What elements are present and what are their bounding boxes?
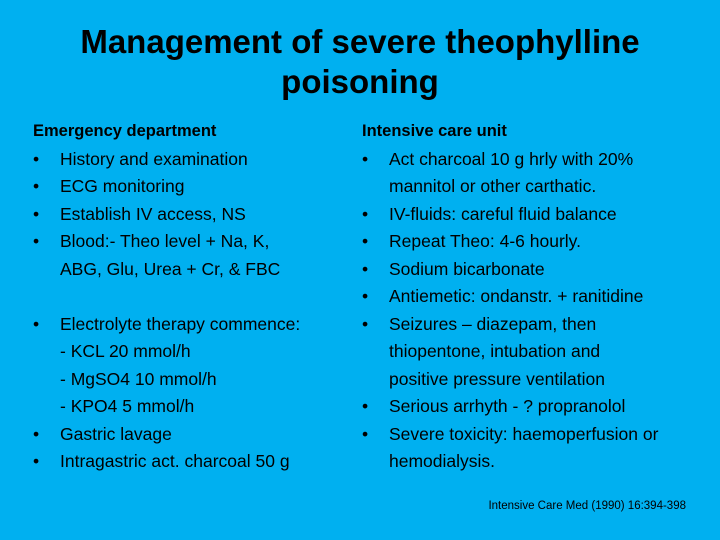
list-item-text: positive pressure ventilation <box>389 368 605 389</box>
electrolyte-sub-item: - KPO4 5 mmol/h <box>60 396 195 416</box>
bullet-icon: • <box>362 286 369 306</box>
list-item-charcoal <box>33 448 353 476</box>
list-item-iv-access <box>33 201 353 229</box>
list-item-blood <box>33 228 353 283</box>
bullet-icon: • <box>33 203 40 224</box>
bullet-icon: • <box>33 451 40 471</box>
list-item-sodium-bicarbonate <box>362 256 707 284</box>
intensive-care-unit-heading: Intensive care unit <box>362 122 507 140</box>
citation: Intensive Care Med (1990) 16:394-398 <box>488 500 686 512</box>
list-item-text: IV-fluids: careful fluid balance <box>389 203 617 224</box>
list-item-text: Electrolyte therapy commence: <box>60 313 301 334</box>
list-item-text: Blood:- Theo level + Na, K, <box>60 231 270 251</box>
list-item-text: Intragastric act. charcoal 50 g <box>60 451 290 471</box>
bullet-icon: • <box>362 231 369 251</box>
title-line-2: poisoning <box>281 63 439 100</box>
bullet-icon: • <box>362 313 369 334</box>
electrolyte-sub-item: - KCL 20 mmol/h <box>60 341 191 361</box>
list-item-seizures <box>362 311 707 394</box>
list-item-history <box>33 146 353 174</box>
list-item-text: Repeat Theo: 4-6 hourly. <box>389 231 581 251</box>
list-item-gastric-lavage <box>33 421 353 449</box>
list-item-repeat-theo <box>362 228 707 256</box>
list-item-text: thiopentone, intubation and <box>389 341 601 361</box>
list-item-text: Antiemetic: ondanstr. + ranitidine <box>389 286 644 306</box>
electrolyte-sub-item: - MgSO4 10 mmol/h <box>60 368 217 389</box>
slide-title <box>20 22 700 102</box>
title-line-1: Management of severe theophylline <box>80 23 640 60</box>
list-item-text: hemodialysis. <box>389 451 496 471</box>
bullet-icon: • <box>33 148 40 169</box>
list-item-text: Sodium bicarbonate <box>389 258 545 279</box>
list-item-ecg <box>33 173 353 201</box>
list-item-severe-toxicity <box>362 421 707 476</box>
emergency-department-heading: Emergency department <box>33 122 217 140</box>
list-item-text: Establish IV access, NS <box>60 203 246 224</box>
bullet-icon: • <box>362 423 369 444</box>
bullet-icon: • <box>33 176 40 196</box>
list-item-act-charcoal <box>362 146 707 201</box>
list-item-text: Gastric lavage <box>60 423 172 444</box>
intensive-care-unit-column <box>362 118 707 476</box>
list-item-arrhythmia <box>362 393 707 421</box>
bullet-icon: • <box>362 203 369 224</box>
list-item-text: Severe toxicity: haemoperfusion or <box>389 423 659 444</box>
list-item-text: History and examination <box>60 148 248 169</box>
bullet-icon: • <box>362 148 369 169</box>
list-item-iv-fluids <box>362 201 707 229</box>
list-item-text: mannitol or other carthatic. <box>389 176 597 196</box>
bullet-icon: • <box>362 396 369 416</box>
bullet-icon: • <box>33 313 40 334</box>
list-item-text: Seizures – diazepam, then <box>389 313 597 334</box>
spacer <box>33 283 353 311</box>
list-item-text: ABG, Glu, Urea + Cr, & FBC <box>60 258 281 279</box>
list-item-text: ECG monitoring <box>60 176 185 196</box>
list-item-antiemetic <box>362 283 707 311</box>
bullet-icon: • <box>33 423 40 444</box>
list-item-text: Act charcoal 10 g hrly with 20% <box>389 148 634 169</box>
bullet-icon: • <box>362 258 369 279</box>
emergency-department-column <box>33 118 353 476</box>
bullet-icon: • <box>33 231 40 251</box>
list-item-electrolyte <box>33 311 353 339</box>
list-item-text: Serious arrhyth - ? propranolol <box>389 396 626 416</box>
